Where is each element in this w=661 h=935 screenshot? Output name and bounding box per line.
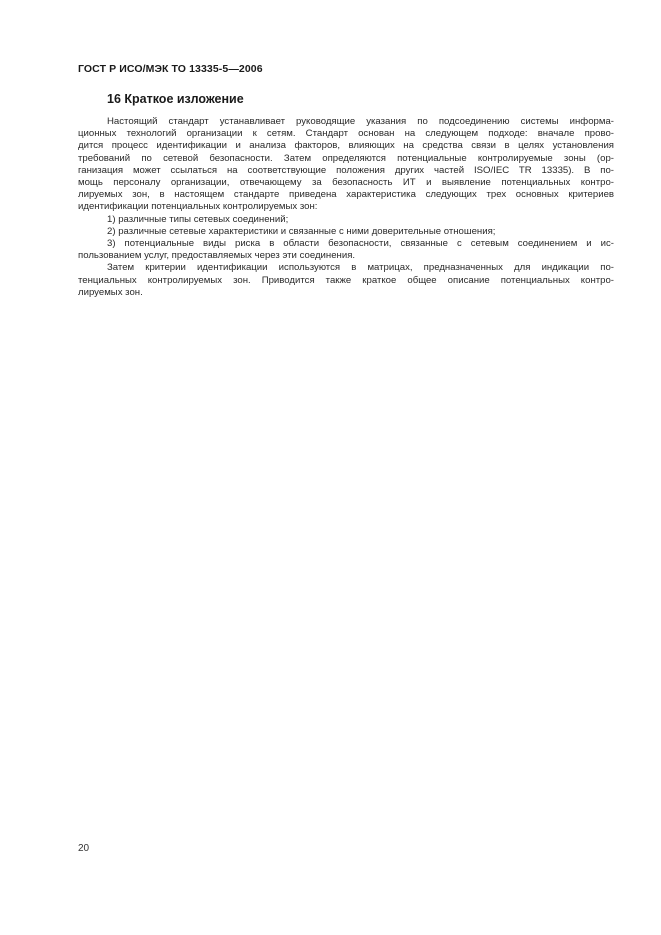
paragraph-line: лируемых зон, в настоящем стандарте приведена характеристика следующих трех основных критериев <box>78 189 614 201</box>
document-header: ГОСТ Р ИСО/МЭК ТО 13335-5—2006 <box>78 63 263 75</box>
list-item: 2) различные сетевые характеристики и связанные с ними доверительные отношения; <box>107 225 496 237</box>
paragraph-line: дится процесс идентификации и анализа факторов, влияющих на средства связи в целях установления <box>78 140 614 152</box>
paragraph-line: Настоящий стандарт устанавливает руководящие указания по подсоединению системы информа- <box>107 116 614 127</box>
paragraph-line: мощь персоналу организации, отвечающему за безопасность ИТ и выявление потенциальных контро- <box>78 177 614 189</box>
paragraph-line: ганизация может ссылаться на соответствующие положения других частей ISO/IEC TR 13335). В по- <box>78 164 614 176</box>
paragraph-line: тенциальных контролируемых зон. Приводится также краткое общее описание потенциальных контро- <box>78 274 614 286</box>
paragraph-line: ционных технологий организации к сетям. Стандарт основан на следующем подходе: вначале прово- <box>78 128 614 140</box>
body-text <box>78 116 614 299</box>
list-item: пользованием услуг, предоставляемых через эти соединения. <box>78 250 356 262</box>
section-title: 16 Краткое изложение <box>107 92 244 106</box>
paragraph-line: Затем критерии идентификации используются в матрицах, предназначенных для индикации по- <box>107 262 614 274</box>
list-item: 1) различные типы сетевых соединений; <box>107 213 289 225</box>
paragraph-line: требований по сетевой безопасности. Затем определяются потенциальные контролируемые зоны (ор- <box>78 152 614 164</box>
paragraph-line: лируемых зон. <box>78 286 143 298</box>
page-number: 20 <box>78 843 90 854</box>
list-item: 3) потенциальные виды риска в области безопасности, связанные с сетевым соединением и ис- <box>107 238 614 250</box>
paragraph-line: идентификации потенциальных контролируемых зон: <box>78 201 318 213</box>
